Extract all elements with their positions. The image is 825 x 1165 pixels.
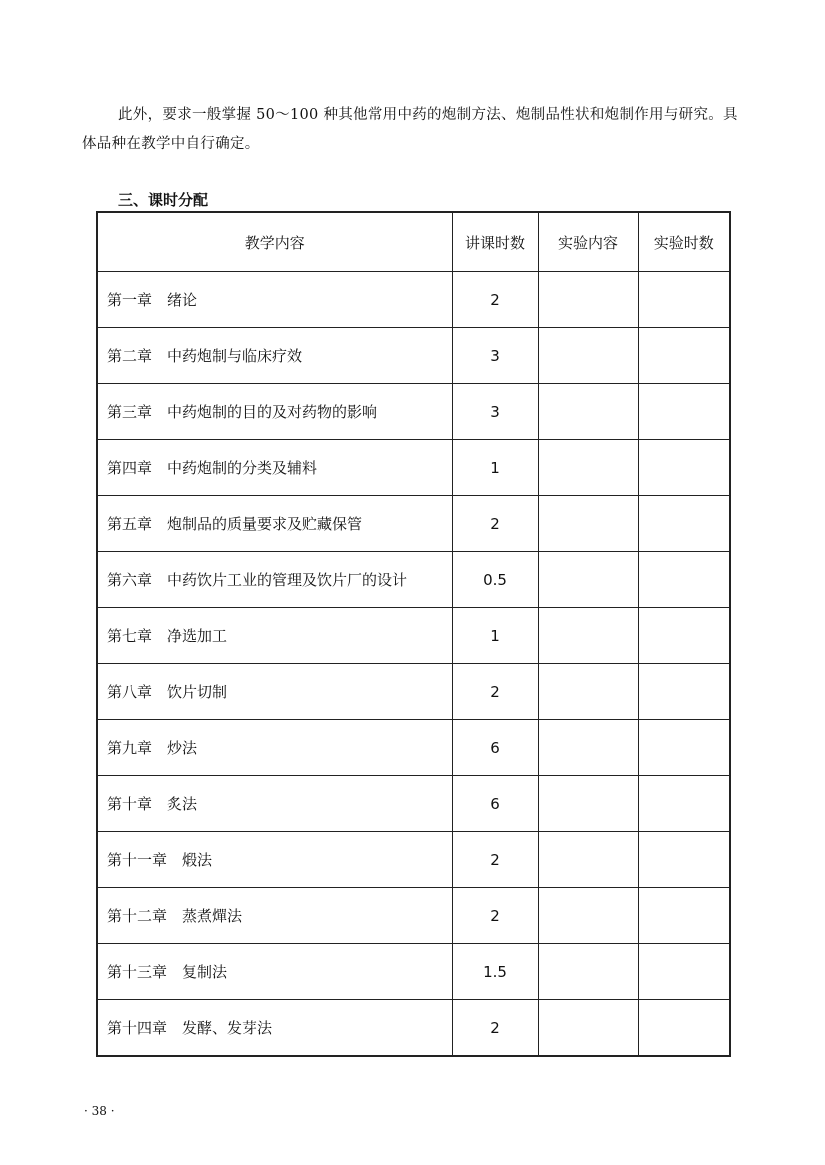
lecture-hours-cell: 6 (452, 776, 538, 832)
header-lab-hours: 实验时数 (638, 212, 730, 272)
chapter-cell: 第十三章 复制法 (97, 944, 452, 1000)
chapter-cell: 第一章 绪论 (97, 272, 452, 328)
lab-hours-cell (638, 888, 730, 944)
lab-content-cell (538, 552, 638, 608)
table-row (97, 328, 730, 384)
chapter-cell: 第五章 炮制品的质量要求及贮藏保管 (97, 496, 452, 552)
header-content: 教学内容 (97, 212, 452, 272)
lab-content-cell (538, 328, 638, 384)
lab-hours-cell (638, 832, 730, 888)
table-row (97, 272, 730, 328)
lab-content-cell (538, 608, 638, 664)
lecture-hours-cell: 1 (452, 608, 538, 664)
section-title: 三、课时分配 (118, 191, 209, 209)
lecture-hours-cell: 2 (452, 272, 538, 328)
lab-hours-cell (638, 664, 730, 720)
lecture-hours-cell: 6 (452, 720, 538, 776)
lecture-hours-cell: 2 (452, 888, 538, 944)
table-header-row (97, 212, 730, 272)
lab-content-cell (538, 888, 638, 944)
chapter-cell: 第九章 炒法 (97, 720, 452, 776)
lab-hours-cell (638, 608, 730, 664)
chapter-cell: 第三章 中药炮制的目的及对药物的影响 (97, 384, 452, 440)
lecture-hours-cell: 2 (452, 1000, 538, 1057)
table-row (97, 888, 730, 944)
lab-hours-cell (638, 328, 730, 384)
lab-content-cell (538, 1000, 638, 1057)
table-row (97, 496, 730, 552)
lecture-hours-cell: 2 (452, 664, 538, 720)
table-row (97, 608, 730, 664)
lecture-hours-cell: 0.5 (452, 552, 538, 608)
table-row (97, 944, 730, 1000)
chapter-cell: 第七章 净选加工 (97, 608, 452, 664)
class-hours-table (96, 211, 731, 1057)
lab-content-cell (538, 384, 638, 440)
table-row (97, 720, 730, 776)
chapter-cell: 第十四章 发酵、发芽法 (97, 1000, 452, 1057)
lab-content-cell (538, 832, 638, 888)
lecture-hours-cell: 3 (452, 384, 538, 440)
chapter-cell: 第六章 中药饮片工业的管理及饮片厂的设计 (97, 552, 452, 608)
table-row (97, 832, 730, 888)
chapter-cell: 第八章 饮片切制 (97, 664, 452, 720)
lab-hours-cell (638, 552, 730, 608)
chapter-cell: 第二章 中药炮制与临床疗效 (97, 328, 452, 384)
lab-content-cell (538, 496, 638, 552)
lab-content-cell (538, 720, 638, 776)
lab-content-cell (538, 776, 638, 832)
lab-hours-cell (638, 720, 730, 776)
lecture-hours-cell: 1.5 (452, 944, 538, 1000)
chapter-cell: 第十一章 煅法 (97, 832, 452, 888)
chapter-cell: 第十章 炙法 (97, 776, 452, 832)
lab-content-cell (538, 272, 638, 328)
table-row (97, 776, 730, 832)
table-row (97, 664, 730, 720)
lecture-hours-cell: 2 (452, 832, 538, 888)
lab-hours-cell (638, 384, 730, 440)
lab-hours-cell (638, 776, 730, 832)
table-row (97, 1000, 730, 1057)
table-row (97, 384, 730, 440)
table-row (97, 440, 730, 496)
lab-hours-cell (638, 440, 730, 496)
lecture-hours-cell: 3 (452, 328, 538, 384)
page-number: · 38 · (84, 1104, 115, 1118)
header-lecture-hours: 讲课时数 (452, 212, 538, 272)
lab-content-cell (538, 664, 638, 720)
lab-hours-cell (638, 1000, 730, 1057)
lab-hours-cell (638, 944, 730, 1000)
lab-hours-cell (638, 496, 730, 552)
table-row (97, 552, 730, 608)
lab-content-cell (538, 440, 638, 496)
lecture-hours-cell: 1 (452, 440, 538, 496)
intro-paragraph: 此外，要求一般掌握 50～100 种其他常用中药的炮制方法、炮制品性状和炮制作用与研究。具体品种在教学中自行确定。 (82, 107, 738, 152)
header-lab-content: 实验内容 (538, 212, 638, 272)
lab-hours-cell (638, 272, 730, 328)
chapter-cell: 第四章 中药炮制的分类及辅料 (97, 440, 452, 496)
chapter-cell: 第十二章 蒸煮燀法 (97, 888, 452, 944)
lab-content-cell (538, 944, 638, 1000)
lecture-hours-cell: 2 (452, 496, 538, 552)
